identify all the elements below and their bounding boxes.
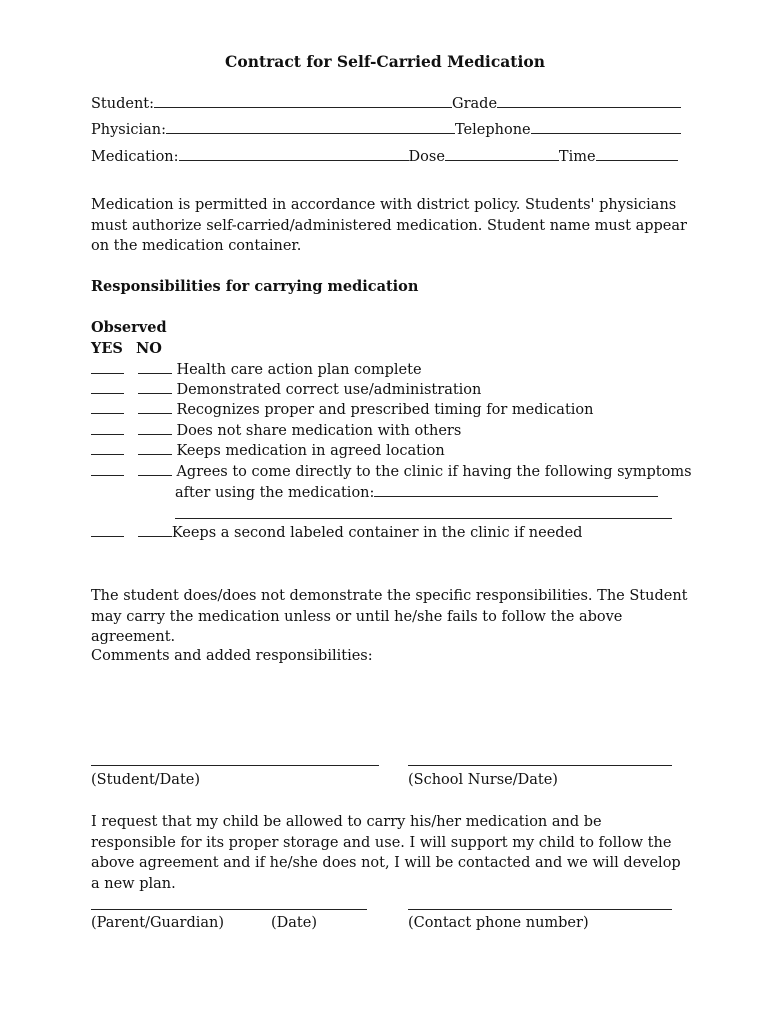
time-field[interactable]: [596, 148, 678, 161]
checklist-item-label: Demonstrated correct use/administration: [176, 382, 482, 398]
yes-blank[interactable]: [91, 463, 124, 476]
no-blank[interactable]: [138, 401, 172, 414]
medication-row: [91, 148, 678, 165]
no-blank[interactable]: [138, 524, 172, 537]
parent-request-paragraph: I request that my child be allowed to carry his/her medication and be responsible for its proper storage and use. I will support my child to follow the above agreement and if he/she does not, I will be contacted and we will develop a new plan.: [91, 814, 681, 892]
comments-label: Comments and added responsibilities:: [91, 648, 373, 664]
checklist-item: [91, 361, 422, 378]
student-field[interactable]: [154, 95, 452, 108]
no-blank[interactable]: [138, 442, 172, 455]
page-title: Contract for Self-Carried Medication: [225, 52, 545, 71]
contact-phone-label: (Contact phone number): [408, 915, 589, 931]
time-label: Time: [558, 149, 596, 165]
symptoms-field[interactable]: [374, 484, 658, 497]
intro-paragraph: Medication is permitted in accordance with district policy. Students' physicians must authorize self-carried/administered medication. Student name must appear on the medication container.: [91, 197, 687, 254]
nurse-date-label: (School Nurse/Date): [408, 772, 558, 788]
checklist-item-label: Keeps a second labeled container in the clinic if needed: [171, 525, 583, 541]
checklist-item-label: Does not share medication with others: [176, 423, 462, 439]
parent-date-label: (Date): [271, 915, 317, 931]
nurse-signature-line[interactable]: [408, 765, 672, 766]
checklist-item: [91, 442, 445, 459]
dose-label: Dose: [408, 149, 445, 165]
parent-signature-line[interactable]: [91, 909, 367, 910]
symptoms-label: after using the medication:: [175, 485, 375, 501]
symptoms-row: [175, 484, 658, 501]
physician-row: [91, 121, 681, 138]
symptoms-field-line-2[interactable]: [175, 518, 672, 519]
yes-blank[interactable]: [91, 381, 124, 394]
medication-field[interactable]: [179, 148, 409, 161]
student-date-label: (Student/Date): [91, 772, 201, 788]
checklist-item-label: Agrees to come directly to the clinic if having the following symptoms: [176, 464, 692, 480]
statement-paragraph: The student does/does not demonstrate the specific responsibilities. The Student may carry the medication unless or until he/she fails to follow the above agreement.: [91, 588, 688, 645]
checklist-item-label: Recognizes proper and prescribed timing for medication: [176, 402, 594, 418]
physician-field[interactable]: [166, 121, 455, 134]
checklist-item: [91, 422, 461, 439]
checklist-item: [91, 381, 481, 398]
grade-field[interactable]: [497, 95, 681, 108]
no-blank[interactable]: [138, 361, 172, 374]
medication-label: Medication:: [91, 149, 179, 165]
yes-blank[interactable]: [91, 401, 124, 414]
dose-field[interactable]: [445, 148, 559, 161]
checklist-item: [91, 401, 593, 418]
yes-blank[interactable]: [91, 361, 124, 374]
no-header: NO: [136, 340, 162, 357]
yes-blank[interactable]: [91, 422, 124, 435]
checklist-item: [91, 463, 692, 480]
grade-label: Grade: [452, 96, 498, 112]
no-blank[interactable]: [138, 381, 172, 394]
contact-phone-line[interactable]: [408, 909, 672, 910]
telephone-label: Telephone: [455, 122, 531, 138]
checklist-item-label: Keeps medication in agreed location: [176, 443, 445, 459]
telephone-field[interactable]: [531, 121, 681, 134]
student-row: [91, 95, 681, 112]
student-signature-line[interactable]: [91, 765, 379, 766]
yes-blank[interactable]: [91, 524, 124, 537]
parent-guardian-label: (Parent/Guardian): [91, 915, 225, 931]
no-blank[interactable]: [138, 422, 172, 435]
physician-label: Physician:: [91, 122, 166, 138]
student-label: Student:: [91, 96, 155, 112]
checklist-item: [91, 524, 582, 541]
no-blank[interactable]: [138, 463, 172, 476]
observed-label: Observed: [91, 319, 167, 336]
checklist-item-label: Health care action plan complete: [176, 362, 422, 378]
responsibilities-heading: Responsibilities for carrying medication: [91, 278, 419, 295]
yes-blank[interactable]: [91, 442, 124, 455]
yes-header: YES: [91, 340, 123, 357]
